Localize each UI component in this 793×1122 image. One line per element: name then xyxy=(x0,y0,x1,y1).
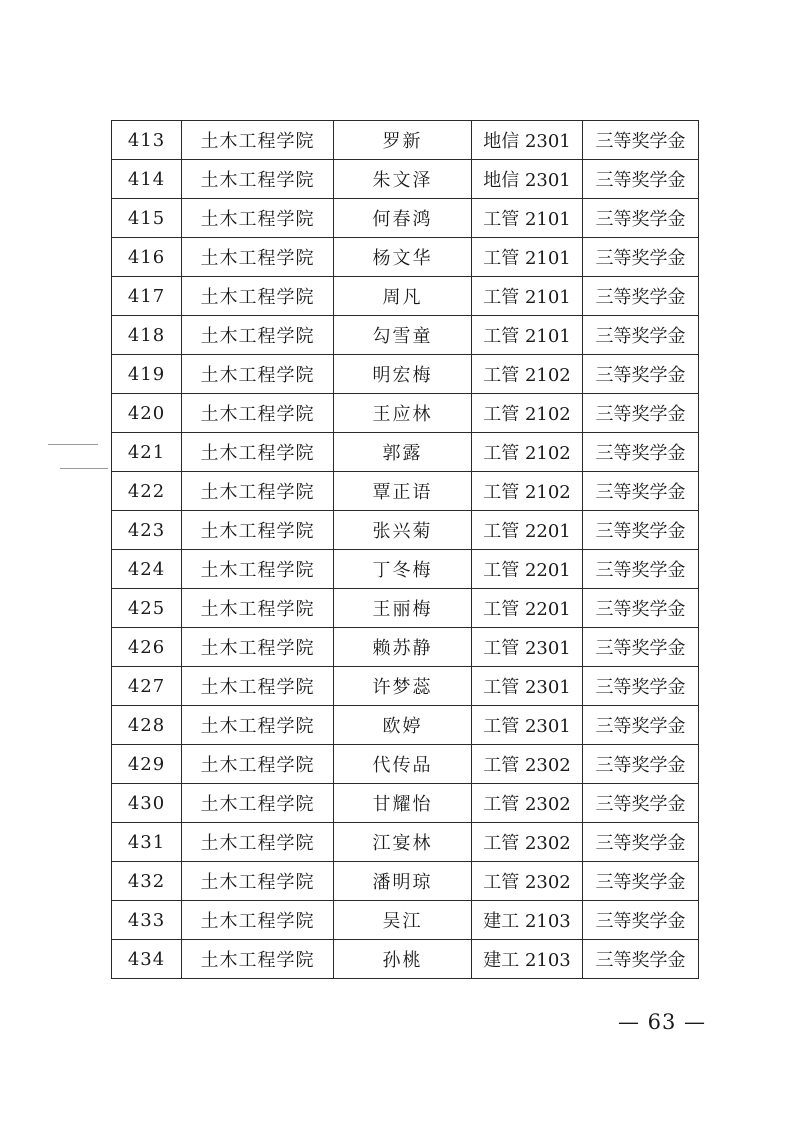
table-row xyxy=(112,628,699,667)
cell-name: 杨文华 xyxy=(334,238,472,277)
cell-college: 土木工程学院 xyxy=(182,511,334,550)
cell-number: 430 xyxy=(112,784,182,823)
table-row xyxy=(112,121,699,160)
cell-number: 423 xyxy=(112,511,182,550)
cell-college: 土木工程学院 xyxy=(182,823,334,862)
cell-class: 工管 2302 xyxy=(472,862,583,901)
cell-award: 三等奖学金 xyxy=(583,433,699,472)
table-row xyxy=(112,550,699,589)
table-row xyxy=(112,940,699,979)
cell-award: 三等奖学金 xyxy=(583,355,699,394)
cell-class: 建工 2103 xyxy=(472,940,583,979)
cell-college: 土木工程学院 xyxy=(182,862,334,901)
cell-name: 王丽梅 xyxy=(334,589,472,628)
cell-name: 勾雪童 xyxy=(334,316,472,355)
cell-number: 431 xyxy=(112,823,182,862)
table-row xyxy=(112,199,699,238)
cell-class: 工管 2301 xyxy=(472,628,583,667)
cell-award: 三等奖学金 xyxy=(583,511,699,550)
cell-award: 三等奖学金 xyxy=(583,862,699,901)
table-row xyxy=(112,238,699,277)
table-row xyxy=(112,901,699,940)
cell-award: 三等奖学金 xyxy=(583,394,699,433)
cell-class: 工管 2302 xyxy=(472,745,583,784)
cell-number: 413 xyxy=(112,121,182,160)
cell-college: 土木工程学院 xyxy=(182,316,334,355)
table-row xyxy=(112,511,699,550)
cell-class: 工管 2101 xyxy=(472,277,583,316)
cell-college: 土木工程学院 xyxy=(182,160,334,199)
cell-name: 丁冬梅 xyxy=(334,550,472,589)
cell-college: 土木工程学院 xyxy=(182,121,334,160)
cell-award: 三等奖学金 xyxy=(583,589,699,628)
cell-college: 土木工程学院 xyxy=(182,745,334,784)
cell-class: 工管 2102 xyxy=(472,433,583,472)
cell-number: 418 xyxy=(112,316,182,355)
scan-mark xyxy=(48,444,98,445)
cell-award: 三等奖学金 xyxy=(583,901,699,940)
cell-name: 周凡 xyxy=(334,277,472,316)
cell-number: 416 xyxy=(112,238,182,277)
cell-college: 土木工程学院 xyxy=(182,277,334,316)
cell-award: 三等奖学金 xyxy=(583,316,699,355)
cell-award: 三等奖学金 xyxy=(583,160,699,199)
cell-class: 工管 2101 xyxy=(472,316,583,355)
cell-number: 424 xyxy=(112,550,182,589)
table-row xyxy=(112,823,699,862)
cell-name: 许梦蕊 xyxy=(334,667,472,706)
table-row xyxy=(112,355,699,394)
cell-college: 土木工程学院 xyxy=(182,433,334,472)
table-row xyxy=(112,589,699,628)
cell-class: 地信 2301 xyxy=(472,160,583,199)
cell-award: 三等奖学金 xyxy=(583,277,699,316)
cell-name: 何春鸿 xyxy=(334,199,472,238)
cell-award: 三等奖学金 xyxy=(583,823,699,862)
cell-name: 朱文泽 xyxy=(334,160,472,199)
scan-mark xyxy=(60,468,108,469)
table-row xyxy=(112,277,699,316)
table-row xyxy=(112,316,699,355)
cell-class: 工管 2201 xyxy=(472,550,583,589)
cell-class: 工管 2101 xyxy=(472,238,583,277)
cell-college: 土木工程学院 xyxy=(182,589,334,628)
table-row xyxy=(112,433,699,472)
cell-number: 419 xyxy=(112,355,182,394)
cell-number: 425 xyxy=(112,589,182,628)
cell-number: 428 xyxy=(112,706,182,745)
table-row xyxy=(112,160,699,199)
cell-number: 421 xyxy=(112,433,182,472)
cell-award: 三等奖学金 xyxy=(583,706,699,745)
cell-name: 覃正语 xyxy=(334,472,472,511)
cell-number: 415 xyxy=(112,199,182,238)
cell-award: 三等奖学金 xyxy=(583,472,699,511)
cell-class: 建工 2103 xyxy=(472,901,583,940)
cell-award: 三等奖学金 xyxy=(583,199,699,238)
cell-number: 422 xyxy=(112,472,182,511)
cell-number: 420 xyxy=(112,394,182,433)
cell-number: 426 xyxy=(112,628,182,667)
cell-college: 土木工程学院 xyxy=(182,472,334,511)
cell-award: 三等奖学金 xyxy=(583,784,699,823)
cell-class: 工管 2302 xyxy=(472,784,583,823)
cell-class: 地信 2301 xyxy=(472,121,583,160)
cell-college: 土木工程学院 xyxy=(182,784,334,823)
cell-number: 434 xyxy=(112,940,182,979)
cell-name: 代传品 xyxy=(334,745,472,784)
cell-name: 郭露 xyxy=(334,433,472,472)
cell-award: 三等奖学金 xyxy=(583,550,699,589)
cell-name: 罗新 xyxy=(334,121,472,160)
cell-class: 工管 2102 xyxy=(472,394,583,433)
cell-name: 明宏梅 xyxy=(334,355,472,394)
cell-number: 433 xyxy=(112,901,182,940)
table-row xyxy=(112,706,699,745)
cell-name: 赖苏静 xyxy=(334,628,472,667)
cell-name: 王应林 xyxy=(334,394,472,433)
cell-class: 工管 2201 xyxy=(472,589,583,628)
cell-class: 工管 2301 xyxy=(472,706,583,745)
cell-award: 三等奖学金 xyxy=(583,238,699,277)
table-row xyxy=(112,784,699,823)
table-row xyxy=(112,745,699,784)
scholarship-table xyxy=(111,120,699,979)
cell-number: 432 xyxy=(112,862,182,901)
cell-class: 工管 2101 xyxy=(472,199,583,238)
cell-college: 土木工程学院 xyxy=(182,628,334,667)
cell-name: 江宴林 xyxy=(334,823,472,862)
cell-college: 土木工程学院 xyxy=(182,238,334,277)
cell-name: 潘明琼 xyxy=(334,862,472,901)
cell-name: 欧婷 xyxy=(334,706,472,745)
cell-class: 工管 2301 xyxy=(472,667,583,706)
cell-number: 427 xyxy=(112,667,182,706)
cell-college: 土木工程学院 xyxy=(182,940,334,979)
cell-college: 土木工程学院 xyxy=(182,199,334,238)
table-row xyxy=(112,667,699,706)
page-number: — 63 — xyxy=(617,1010,707,1034)
cell-number: 417 xyxy=(112,277,182,316)
cell-college: 土木工程学院 xyxy=(182,355,334,394)
cell-award: 三等奖学金 xyxy=(583,667,699,706)
cell-college: 土木工程学院 xyxy=(182,550,334,589)
cell-name: 吴江 xyxy=(334,901,472,940)
table-row xyxy=(112,472,699,511)
cell-college: 土木工程学院 xyxy=(182,667,334,706)
cell-college: 土木工程学院 xyxy=(182,901,334,940)
cell-award: 三等奖学金 xyxy=(583,121,699,160)
cell-award: 三等奖学金 xyxy=(583,628,699,667)
cell-name: 张兴菊 xyxy=(334,511,472,550)
cell-college: 土木工程学院 xyxy=(182,706,334,745)
cell-award: 三等奖学金 xyxy=(583,940,699,979)
cell-class: 工管 2201 xyxy=(472,511,583,550)
cell-name: 甘耀怡 xyxy=(334,784,472,823)
cell-name: 孙桃 xyxy=(334,940,472,979)
table-row xyxy=(112,394,699,433)
cell-class: 工管 2102 xyxy=(472,472,583,511)
cell-class: 工管 2102 xyxy=(472,355,583,394)
cell-class: 工管 2302 xyxy=(472,823,583,862)
cell-college: 土木工程学院 xyxy=(182,394,334,433)
table-body xyxy=(112,121,699,979)
cell-number: 414 xyxy=(112,160,182,199)
cell-number: 429 xyxy=(112,745,182,784)
cell-award: 三等奖学金 xyxy=(583,745,699,784)
table-row xyxy=(112,862,699,901)
